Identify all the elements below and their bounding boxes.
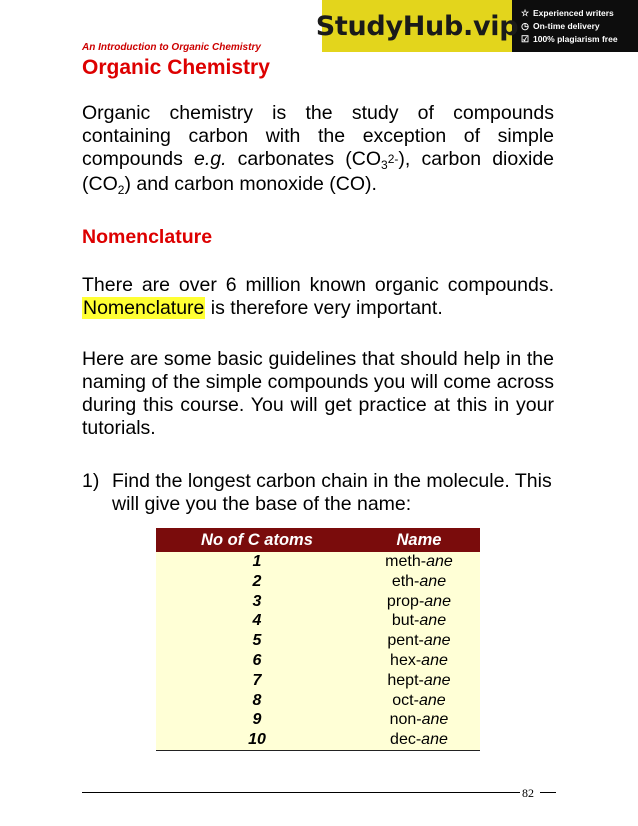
running-header: An Introduction to Organic Chemistry <box>82 42 261 53</box>
rule-text: Find the longest carbon chain in the molecule. This will give you the base of the name: <box>112 470 552 515</box>
table-row <box>156 552 480 572</box>
name-cell: but-ane <box>358 611 480 631</box>
table-row <box>156 611 480 631</box>
table-row <box>156 691 480 711</box>
name-cell: dec-ane <box>358 730 480 750</box>
table-row <box>156 671 480 691</box>
name-cell: meth-ane <box>358 552 480 572</box>
name-cell: prop-ane <box>358 592 480 612</box>
carbon-count-cell: 4 <box>156 611 358 631</box>
carbon-count-cell: 6 <box>156 651 358 671</box>
checkmark-icon: ☑ <box>520 33 530 44</box>
footer-rule <box>82 792 520 793</box>
banner-features <box>512 0 638 52</box>
feature-text: 100% plagiarism free <box>533 34 618 44</box>
table-row <box>156 730 480 750</box>
nomenclature-paragraph: There are over 6 million known organic compounds. Nomenclature is therefore very important. <box>82 274 554 319</box>
clock-icon: ◷ <box>521 20 529 31</box>
guidelines-paragraph: Here are some basic guidelines that should help in the naming of the simple compounds you will come across during this course. You will get practice at this in your tutorials. <box>82 348 554 439</box>
table-body <box>156 552 480 750</box>
feature-item <box>520 34 638 45</box>
carbon-count-cell: 7 <box>156 671 358 691</box>
feature-item <box>520 8 638 19</box>
name-cell: non-ane <box>358 710 480 730</box>
table-row <box>156 592 480 612</box>
alkane-name-table <box>156 528 480 751</box>
feature-text: Experienced writers <box>533 8 614 18</box>
page-number: 82 <box>522 786 534 800</box>
studyhub-banner[interactable] <box>315 0 638 52</box>
name-cell: eth-ane <box>358 572 480 592</box>
name-cell: hept-ane <box>358 671 480 691</box>
footer-rule <box>540 792 556 793</box>
nomenclature-heading: Nomenclature <box>82 226 213 248</box>
carbon-count-cell: 3 <box>156 592 358 612</box>
carbon-count-cell: 8 <box>156 691 358 711</box>
column-header: No of C atoms <box>156 528 358 552</box>
intro-paragraph: Organic chemistry is the study of compounds containing carbon with the exception of simple compounds e.g. carbonates $(CO_3^{2-})$, carbon dioxide $(CO_2)$ and carbon monoxide (CO). <box>82 102 555 197</box>
rule-number: 1) <box>82 470 100 492</box>
name-cell: hex-ane <box>358 651 480 671</box>
name-cell: pent-ane <box>358 631 480 651</box>
name-cell: oct-ane <box>358 691 480 711</box>
star-icon: ☆ <box>520 7 530 18</box>
studyhub-logo[interactable]: StudyHub.vip <box>322 0 512 52</box>
carbon-count-cell: 2 <box>156 572 358 592</box>
feature-item <box>520 21 638 32</box>
carbon-count-cell: 9 <box>156 710 358 730</box>
table-row <box>156 572 480 592</box>
table-row <box>156 631 480 651</box>
table-row <box>156 651 480 671</box>
table-header-row <box>156 528 480 552</box>
carbon-count-cell: 5 <box>156 631 358 651</box>
highlighted-term: Nomenclature <box>83 297 205 319</box>
table-row <box>156 710 480 730</box>
feature-text: On-time delivery <box>533 21 600 31</box>
column-header: Name <box>358 528 480 552</box>
carbon-count-cell: 10 <box>156 730 358 750</box>
carbon-count-cell: 1 <box>156 552 358 572</box>
section-title: Organic Chemistry <box>82 56 270 79</box>
